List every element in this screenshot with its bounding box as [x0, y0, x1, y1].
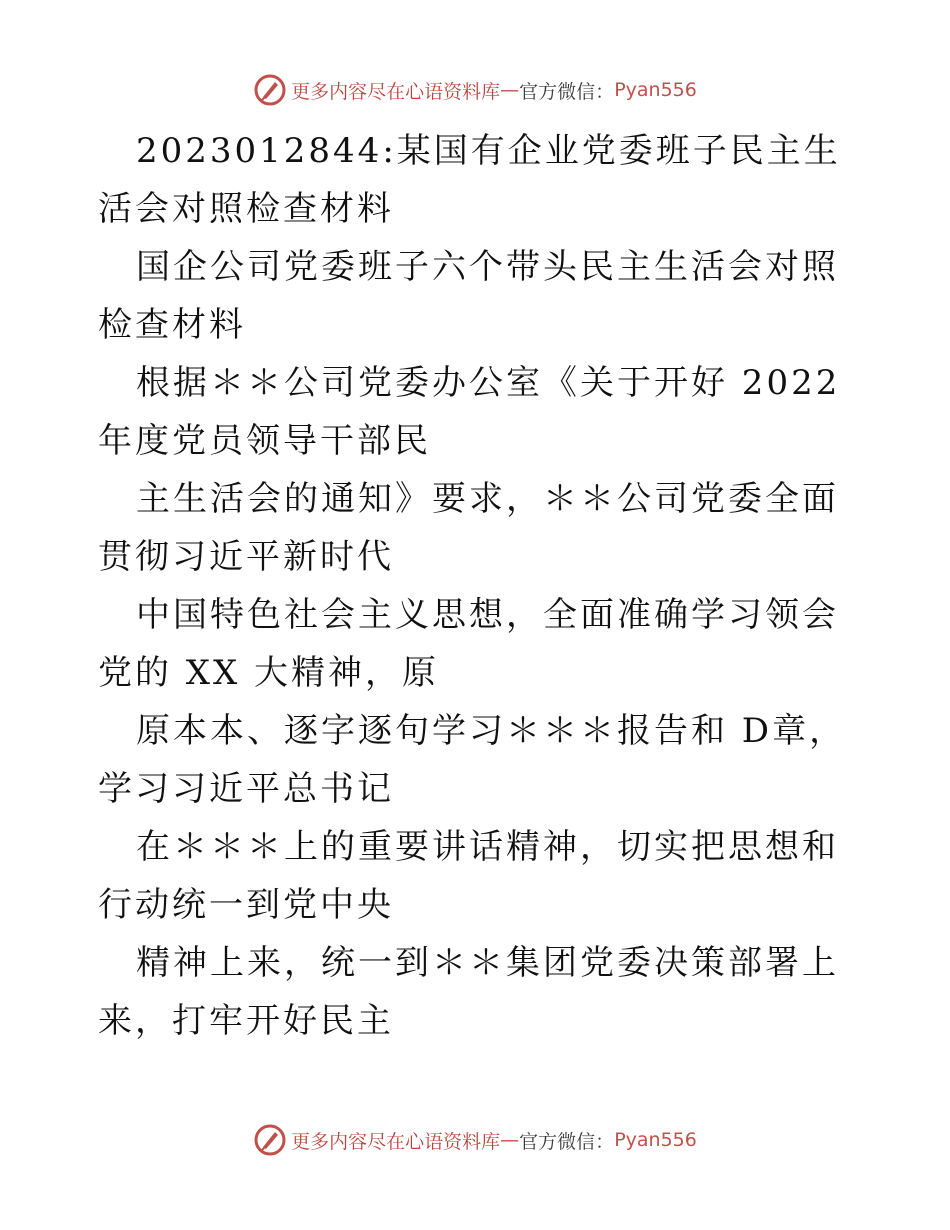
banner-wechat-label: 官方微信：: [519, 1130, 615, 1153]
footer-banner: [0, 1120, 950, 1160]
body-paragraph: 中国特色社会主义思想，全面准确学习领会党的 XX 大精神，原: [98, 595, 839, 693]
body-paragraph: 精神上来，统一到＊＊集团党委决策部署上来，打牢开好民主: [98, 943, 839, 1041]
header-banner: [0, 70, 950, 110]
body-paragraph: 主生活会的通知》要求，＊＊公司党委全面贯彻习近平新时代: [98, 479, 839, 577]
quill-circle-logo-icon: [253, 73, 287, 107]
banner-wechat-id: Pyan556: [614, 1129, 697, 1151]
body-paragraph: 根据＊＊公司党委办公室《关于开好 2022 年度党员领导干部民: [98, 363, 841, 461]
body-paragraph: 在＊＊＊上的重要讲话精神，切实把思想和行动统一到党中央: [98, 827, 839, 925]
banner-main-text: 更多内容尽在心语资料库: [291, 1130, 501, 1153]
body-paragraph: 原本本、逐字逐句学习＊＊＊报告和 D章，学习习近平总书记: [98, 711, 847, 809]
banner-separator: —: [500, 79, 520, 101]
document-title: 2023012844:某国有企业党委班子民主生活会对照检查材料: [98, 131, 841, 229]
banner-wechat-label: 官方微信：: [519, 80, 615, 103]
banner-separator: —: [500, 1129, 520, 1151]
document-subtitle: 国企公司党委班子六个带头民主生活会对照检查材料: [98, 247, 839, 345]
quill-circle-logo-icon: [253, 1123, 287, 1157]
banner-wechat-id: Pyan556: [614, 79, 697, 101]
document-body: [98, 122, 858, 1050]
banner-main-text: 更多内容尽在心语资料库: [291, 80, 501, 103]
